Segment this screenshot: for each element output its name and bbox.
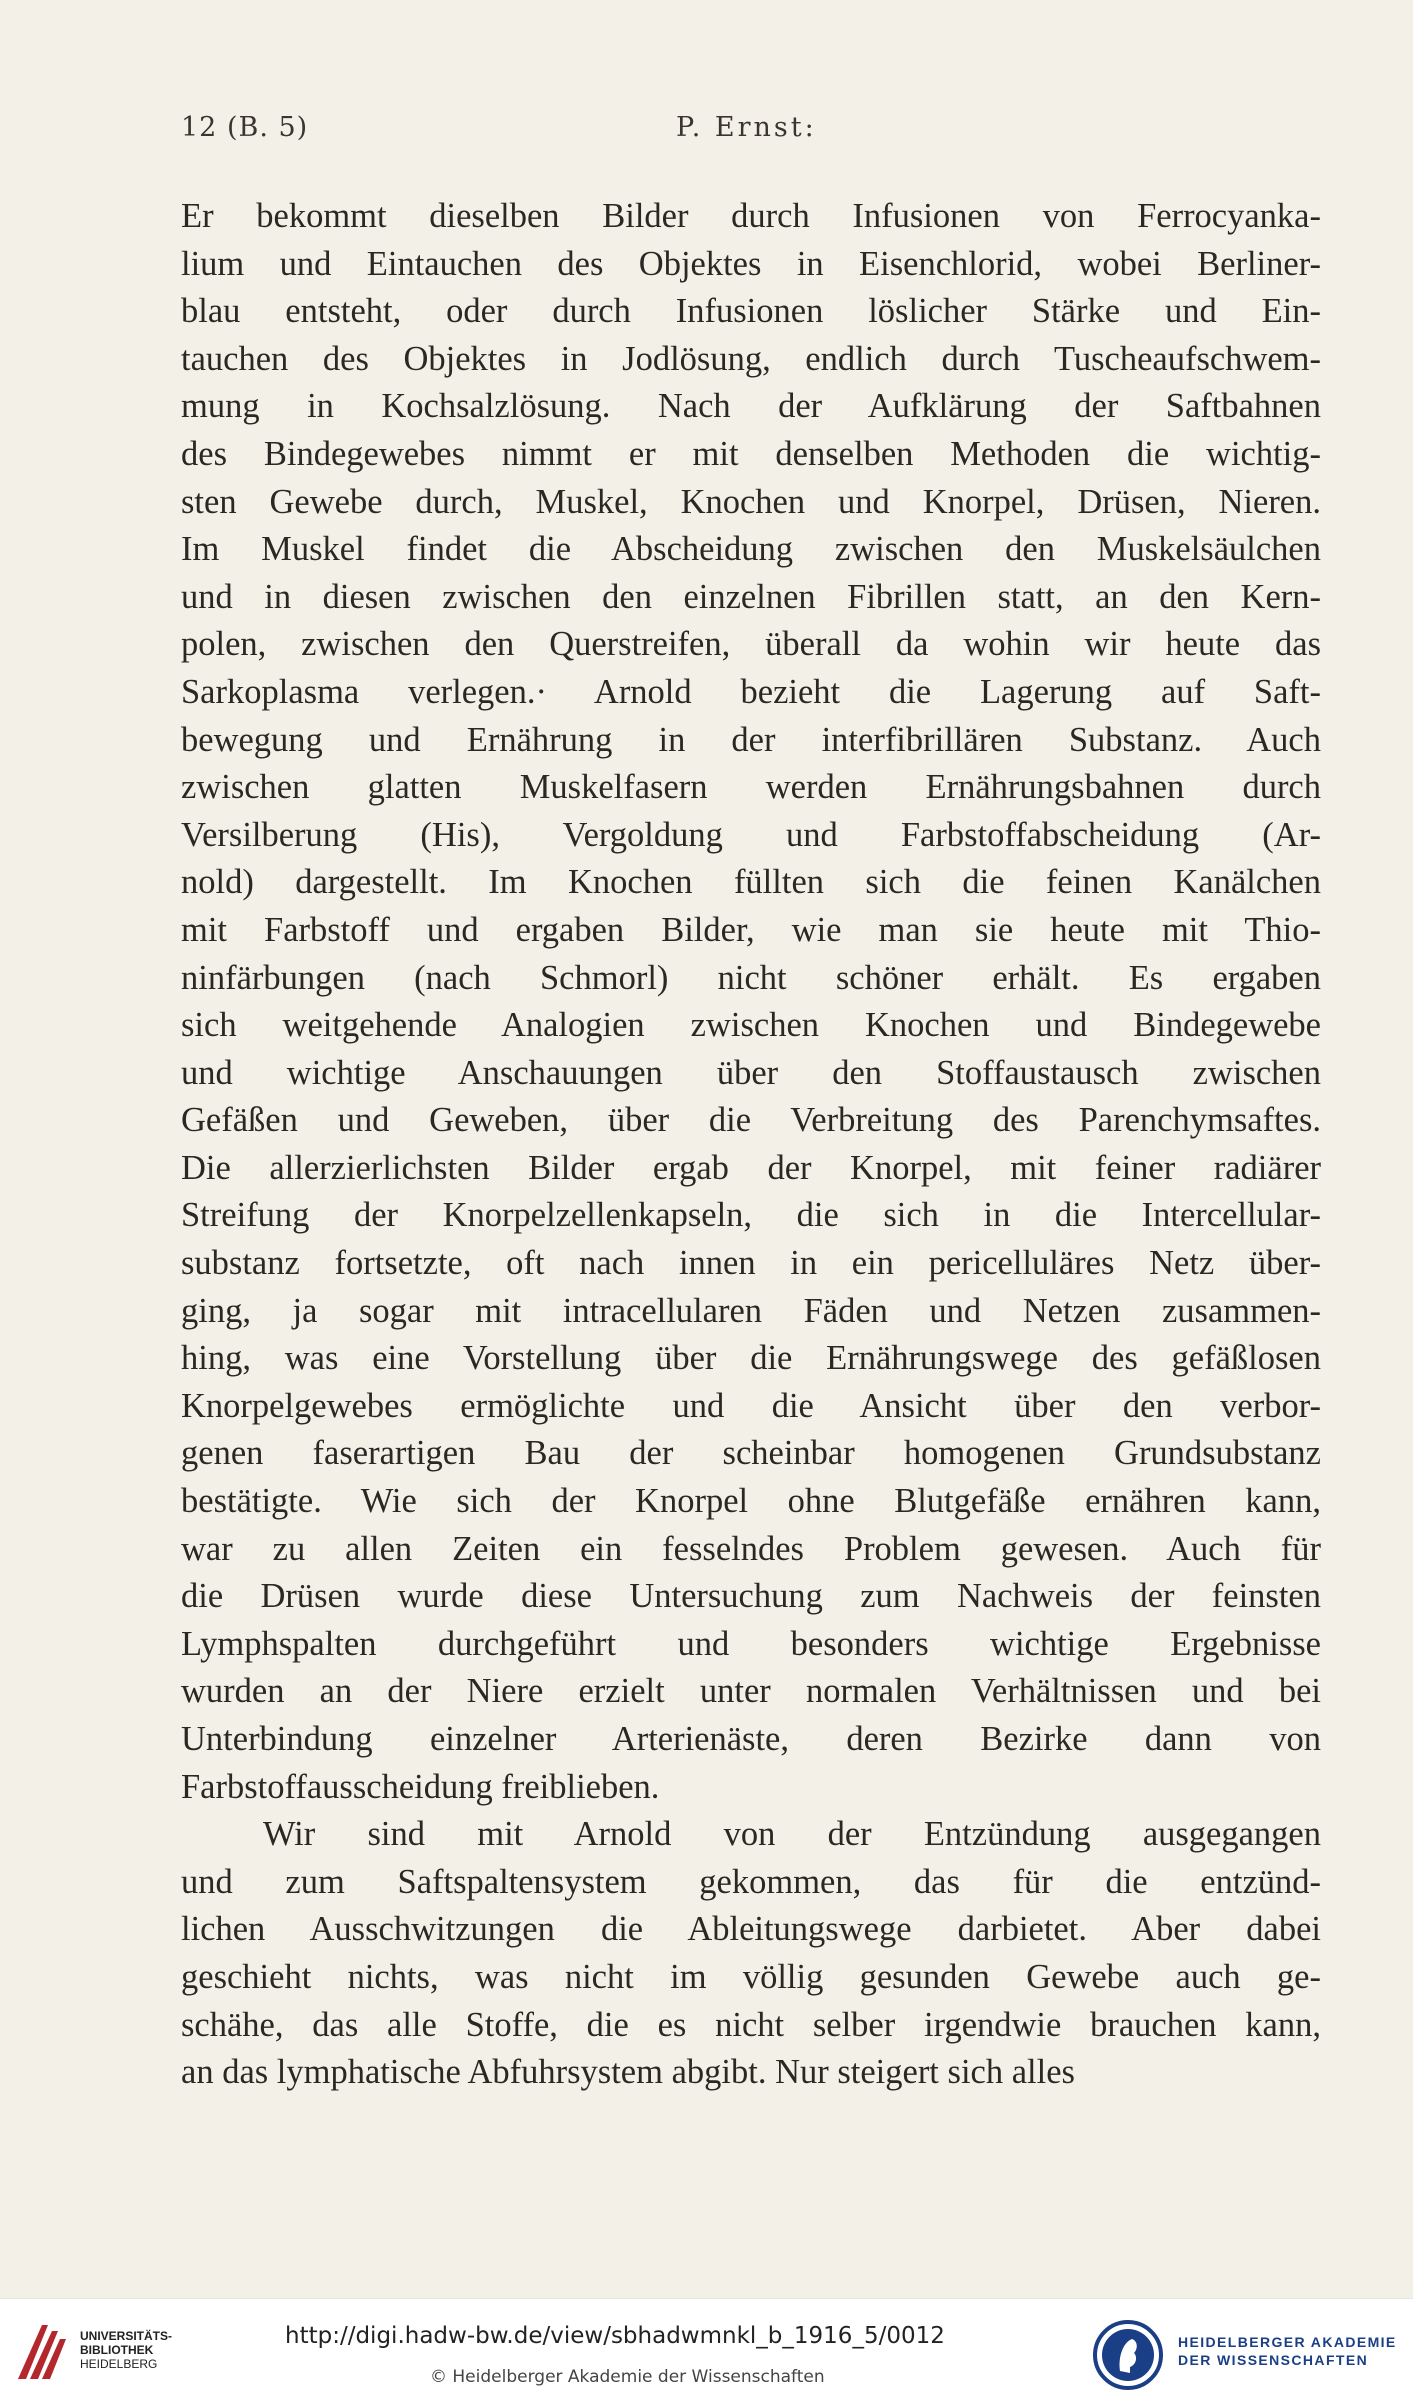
text-line: sten Gewebe durch, Muskel, Knochen und Knorpel, Drüsen, Nieren.: [181, 482, 1321, 521]
text-line: hing, was eine Vorstellung über die Ernährungswege des gefäßlosen: [181, 1339, 1321, 1378]
university-library-name: [80, 2329, 172, 2371]
text-line: wurden an der Niere erzielt unter normalen Verhältnissen und bei: [181, 1672, 1321, 1711]
text-line: genen faserartigen Bau der scheinbar homogenen Grundsubstanz: [181, 1434, 1321, 1473]
text-line: Versilberung (His), Vergoldung und Farbstoffabscheidung (Ar-: [181, 815, 1321, 854]
permalink-url[interactable]: http://digi.hadw-bw.de/view/sbhadwmnkl_b_1916_5/0012: [285, 2323, 945, 2349]
text-line: lichen Ausschwitzungen die Ableitungswege darbietet. Aber dabei: [181, 1910, 1321, 1949]
text-line: blau entsteht, oder durch Infusionen löslicher Stärke und Ein-: [181, 292, 1321, 331]
text-line: Im Muskel findet die Abscheidung zwischen den Muskelsäulchen: [181, 530, 1321, 569]
academy-name-line-2: DER WISSENSCHAFTEN: [1178, 2352, 1369, 2368]
text-line: Knorpelgewebes ermöglichte und die Ansicht über den verbor-: [181, 1386, 1321, 1425]
text-line: lium und Eintauchen des Objektes in Eisenchlorid, wobei Berliner-: [181, 244, 1321, 283]
text-line: Die allerzierlichsten Bilder ergab der Knorpel, mit feiner radiärer: [181, 1148, 1321, 1187]
text-line: und wichtige Anschauungen über den Stoffaustausch zwischen: [181, 1053, 1321, 1092]
text-line: Streifung der Knorpelzellenkapseln, die sich in die Intercellular-: [181, 1196, 1321, 1235]
text-line: an das lymphatische Abfuhrsystem abgibt. Nur steigert sich alles: [181, 2053, 1075, 2092]
text-line: bestätigte. Wie sich der Knorpel ohne Blutgefäße ernähren kann,: [181, 1482, 1321, 1521]
body-text: [181, 193, 1321, 2097]
text-line: und in diesen zwischen den einzelnen Fibrillen statt, an den Kern-: [181, 577, 1321, 616]
text-line: mit Farbstoff und ergaben Bilder, wie man sie heute mit Thio-: [181, 910, 1321, 949]
text-line: Wir sind mit Arnold von der Entzündung ausgegangen: [263, 1815, 1321, 1854]
university-library-logo-icon[interactable]: [12, 2317, 72, 2387]
text-line: bewegung und Ernährung in der interfibrillären Substanz. Auch: [181, 720, 1321, 759]
academy-name-line-1: HEIDELBERGER AKADEMIE: [1178, 2334, 1397, 2350]
text-line: des Bindegewebes nimmt er mit denselben Methoden die wichtig-: [181, 434, 1321, 473]
text-line: Gefäßen und Geweben, über die Verbreitung des Parenchymsaftes.: [181, 1101, 1321, 1140]
text-line: substanz fortsetzte, oft nach innen in ein pericelluläres Netz über-: [181, 1244, 1321, 1283]
text-line: tauchen des Objektes in Jodlösung, endlich durch Tuscheaufschwem-: [181, 339, 1321, 378]
text-line: sich weitgehende Analogien zwischen Knochen und Bindegewebe: [181, 1006, 1321, 1045]
author-heading: P. Ernst:: [676, 112, 817, 143]
academy-seal-icon[interactable]: [1092, 2319, 1164, 2391]
library-name-line-1: UNIVERSITÄTS-: [80, 2329, 173, 2343]
text-line: und zum Saftspaltensystem gekommen, das für die entzünd-: [181, 1862, 1321, 1901]
text-line: nold) dargestellt. Im Knochen füllten sich die feinen Kanälchen: [181, 863, 1321, 902]
text-line: schähe, das alle Stoffe, die es nicht selber irgendwie brauchen kann,: [181, 2005, 1321, 2044]
text-line: war zu allen Zeiten ein fesselndes Problem gewesen. Auch für: [181, 1529, 1321, 1568]
viewer-footer: [0, 2298, 1413, 2403]
text-line: Farbstoffausscheidung freiblieben.: [181, 1767, 660, 1806]
text-line: Lymphspalten durchgeführt und besonders wichtige Ergebnisse: [181, 1624, 1321, 1663]
text-line: Er bekommt dieselben Bilder durch Infusionen von Ferrocyanka-: [181, 197, 1321, 235]
text-line: die Drüsen wurde diese Untersuchung zum Nachweis der feinsten: [181, 1577, 1321, 1616]
running-head: [181, 112, 1321, 152]
text-line: Sarkoplasma verlegen.· Arnold bezieht die Lagerung auf Saft-: [181, 672, 1321, 711]
text-line: zwischen glatten Muskelfasern werden Ernährungsbahnen durch: [181, 768, 1321, 807]
text-line: mung in Kochsalzlösung. Nach der Aufklärung der Saftbahnen: [181, 387, 1321, 426]
text-line: polen, zwischen den Querstreifen, überall da wohin wir heute das: [181, 625, 1321, 664]
text-line: geschieht nichts, was nicht im völlig gesunden Gewebe auch ge-: [181, 1957, 1321, 1996]
page-number: 12 (B. 5): [181, 112, 309, 143]
library-name-line-3: HEIDELBERG: [80, 2357, 158, 2371]
library-name-line-2: BIBLIOTHEK: [80, 2343, 154, 2357]
text-line: Unterbindung einzelner Arterienäste, deren Bezirke dann von: [181, 1720, 1321, 1758]
text-line: ging, ja sogar mit intracellularen Fäden und Netzen zusammen-: [181, 1291, 1321, 1330]
text-line: ninfärbungen (nach Schmorl) nicht schöner erhält. Es ergaben: [181, 958, 1321, 997]
copyright-notice: © Heidelberger Akademie der Wissenschaften: [430, 2367, 825, 2387]
academy-name: [1178, 2333, 1397, 2369]
